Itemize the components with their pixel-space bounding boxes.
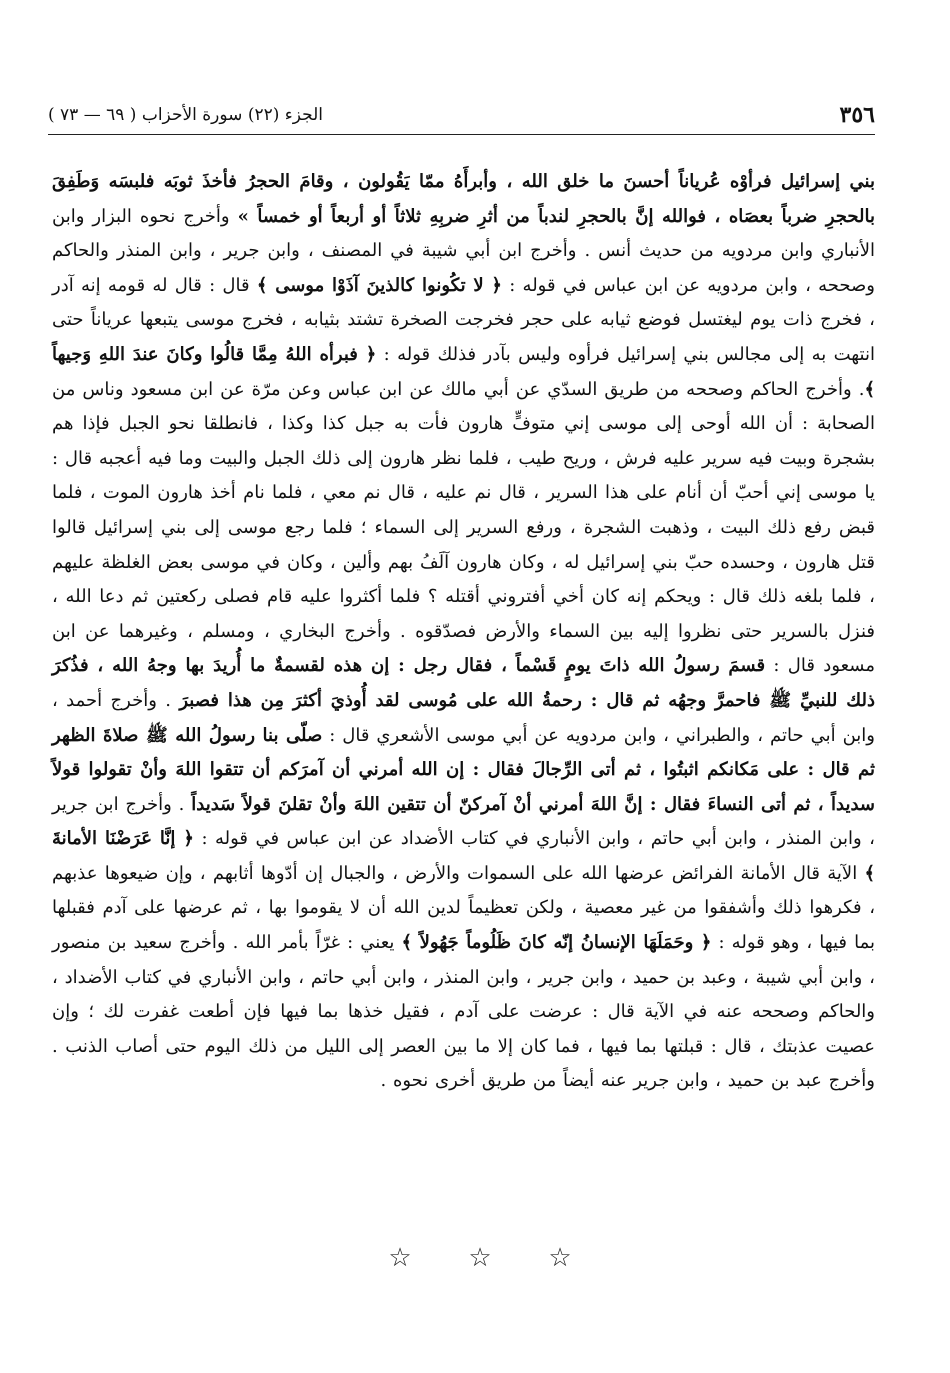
star-icon: ☆ [468,1243,492,1273]
text-segment: بني إسرائيل فرأوْه عُرياناً أحسنَ ما خلق الله ، وأبرأَهُ ممّا يَقُولون ، وقامَ الحجرُ فأخذَ ثوبَه فلبسَه وَطَفِقَ بالحجرِ ضرباً بعصَاه ، فوالله إنَّ بالحجرِ لندباً من أثرِ ضربِهِ ثلاثاً أو أربعاً أو خمساً » [52,171,875,227]
text-segment: . وأخرج ابن جرير ، وابن المنذر ، وابن أبي حاتم ، وابن الأنباري في كتاب الأضداد عن ابن عباس في قوله : [52,793,875,850]
star-icon: ☆ [388,1243,412,1273]
quran-quote: ﴿ إنَّا عَرَضْنَا الأمانةَ ﴾ [52,828,875,884]
text-segment: . وأخرج الحاكم وصححه من طريق السدّي عن أبي مالك عن ابن عباس وعن مرّة عن ابن مسعود وناس من الصحابة : أن الله أوحى إلى موسى إني متوفٍّ هارون فأت به جبل كذا وكذا ، فانطلقا نحو الجبل فإذا هم بشجرة وبيت فيه سرير عليه فرش ، وريح طيب ، فلما نظر هارون إلى ذلك الجبل والبيت وما فيه أعجبه قال : يا موسى إني أحبّ أن أنام على هذا السرير ، قال نم عليه ، قال نم معي ، فلما نام أخذ هارون الموت ، فلما قبض رفع ذلك البيت ، وذهبت الشجرة ، ورفع السرير إلى السماء ؛ فلما رجع موسى إلى بني إسرائيل قالوا قتل هارون ، وحسده حبّ بني إسرائيل له ، وكان هارون آلَفُ بهم وألين ، وكان في موسى بعض الغلظة عليهم ، فلما بلغه ذلك قال : ويحكم إنه كان أخي أفتروني أقتله ؟ فلما أكثروا عليه قام فصلى ركعتين ثم دعا الله ، فنزل بالسرير حتى نظروا إليه بين السماء والأرض فصدّقوه . وأخرج البخاري ، ومسلم ، وغيرهما عن ابن مسعود قال : [52,378,875,677]
running-title: الجزء (٢٢) سورة الأحزاب ( ٦٩ — ٧٣ ) [48,105,324,125]
section-ornament [385,1238,575,1278]
hadith-quote: صلّى بنا رسولُ الله ﷺ صلاةَ الظهر ثم قال : على مَكانكم اثبتُوا ، ثم أتى الرِّجالَ فقال : إن الله أمرني أن آمرَكم أن تتقوا اللهَ وأنْ تقولوا قولاً سديداً ، ثم أتى النساءَ فقال : إنَّ اللهَ أمرني أنْ آمركنّ أن تتقين اللهَ وأنْ تقلنَ قولاً سَديداً [52,724,875,815]
page-header [48,92,875,132]
quran-quote: ﴿ لا تكُونوا كالذينَ آذَوْا موسى ﴾ [256,274,502,296]
text-segment: قال : قال له قومه إنه آدر ، فخرج ذات يوم ليغتسل فوضع ثيابه على حجر فخرجت الصخرة تشتد بثيابه ، فخرج موسى يتبعها عرياناً حتى انتهت به إلى مجالس بني إسرائيل فرأوه وليس بآدر فذلك قوله : [52,274,875,365]
quran-quote: ﴿ وحَمَلَهَا الإنسانُ إنّه كانَ ظَلُوماً جَهُولاً ﴾ [401,932,712,954]
text-segment: . وأخرج أحمد ، وابن أبي حاتم ، والطبراني ، وابن مردويه عن أبي موسى الأشعري قال : [52,689,875,746]
header-rule [48,134,875,135]
body-text [52,165,875,1099]
text-segment: وأخرج نحوه البزار وابن الأنباري وابن مردويه من حديث أنس . وأخرج ابن أبي شيبة في المصنف ، وابن جرير ، وابن المنذر والحاكم وصححه ، وابن مردويه عن ابن عباس في قوله : [52,205,876,296]
page-number: ٣٥٦ [839,102,875,128]
quran-quote: ﴿ فبرأه اللهُ مِمَّا قالُوا وكانَ عندَ اللهِ وَجيهاً ﴾ [52,343,875,400]
text-segment: يعني : غرّاً بأمر الله . وأخرج سعيد بن منصور ، وابن أبي شيبة ، وعبد بن حميد ، وابن جرير ، وابن المنذر ، وابن أبي حاتم ، وابن الأنباري في كتاب الأضداد ، والحاكم وصححه عنه في الآية قال : عرضت على آدم ، فقيل خذها بما فيها فإن أطعت غفرت لك ؛ وإن عصيت عذبتك ، قال : قبلتها بما فيها ، فما كان إلا ما بين العصر إلى الليل من ذلك اليوم حتى أصاب الذنب . وأخرج عبد بن حميد ، وابن جرير عنه أيضاً من طريق أخرى نحوه . [52,932,875,1092]
star-icon: ☆ [548,1243,572,1273]
hadith-quote: قسمَ رسولُ الله ذاتَ يومٍ قَسْماً ، فقال رجل : إن هذه لقسمةٌ ما أُريدَ بها وجهُ الله ، فذُكرَ ذلك للنبيِّ ﷺ فاحمرَّ وجهُه ثم قال : رحمةُ الله على مُوسى لقد أُوذيَ أكثرَ مِن هذا فصبرَ [52,655,875,711]
text-segment: الآية قال الأمانة الفرائض عرضها الله على السموات والأرض ، والجبال إن أدّوها أثابهم ، وإن ضيعوها عذبهم ، فكرهوا ذلك وأشفقوا من غير معصية ، ولكن تعظيماً لدين الله أن لا يقوموا بها ، ثم عرضها على آدم فقبلها بما فيها ، وهو قوله : [52,862,875,954]
